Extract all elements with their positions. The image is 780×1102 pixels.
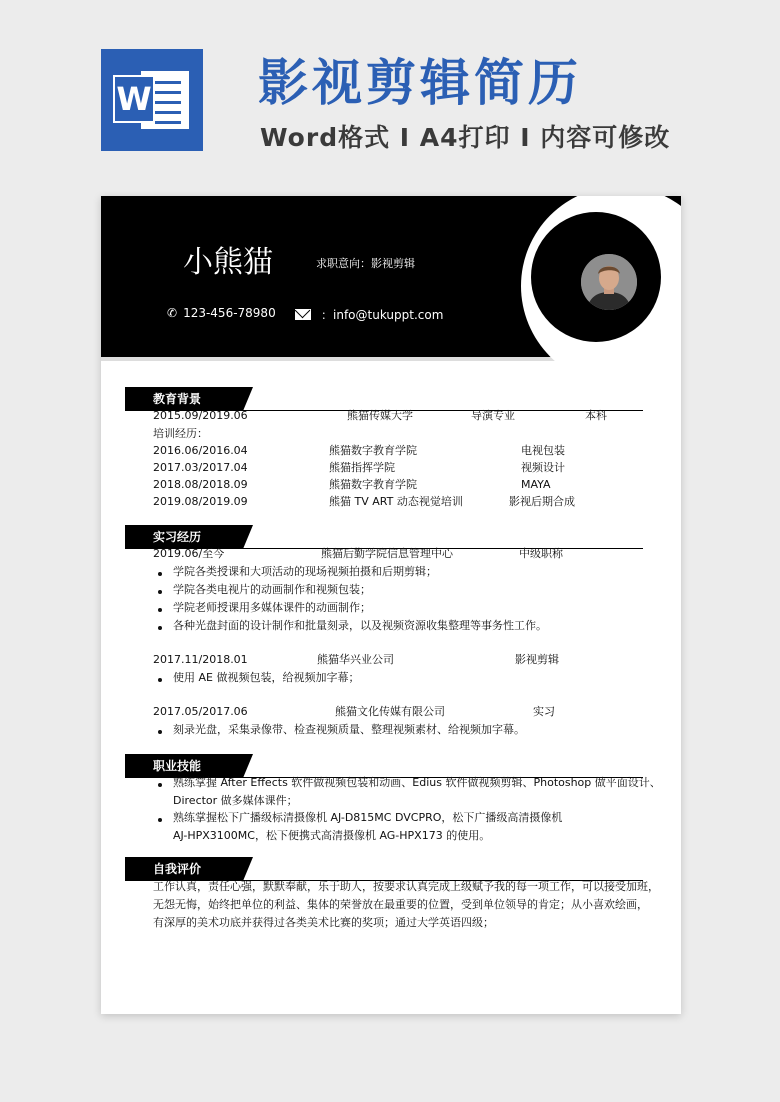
banner-subtitle: Word格式 I A4打印 I 内容可修改 <box>260 123 671 152</box>
training-course: 影视后期合成 <box>509 495 575 508</box>
phone-number: 123-456-78980 <box>183 306 276 320</box>
edu-major: 导演专业 <box>471 409 515 422</box>
edu-degree: 本科 <box>585 409 607 422</box>
resume-page <box>101 196 681 1014</box>
bullet-dot <box>158 572 162 576</box>
bullet-dot <box>158 626 162 630</box>
job-period: 2019.06/至今 <box>153 547 225 560</box>
job-role: 影视剪辑 <box>515 653 559 666</box>
job-bullet: 各种光盘封面的设计制作和批量刻录，以及视频资源收集整理等事务性工作。 <box>173 619 547 632</box>
bullet-dot <box>158 730 162 734</box>
mail-icon <box>295 309 311 320</box>
bullet-dot <box>158 783 162 787</box>
training-period: 2016.06/2016.04 <box>153 444 248 457</box>
header-divider <box>101 357 601 361</box>
training-course: 视频设计 <box>521 461 565 474</box>
training-org: 熊猫指挥学院 <box>329 461 395 474</box>
job-period: 2017.05/2017.06 <box>153 705 248 718</box>
training-label: 培训经历： <box>153 427 208 440</box>
section-header-skills: 职业技能 <box>125 754 243 778</box>
candidate-name: 小熊猫 <box>183 245 273 280</box>
training-org: 熊猫 TV ART 动态视觉培训 <box>329 495 463 508</box>
word-letter: W <box>113 75 155 123</box>
job-intent: 求职意向：影视剪辑 <box>316 257 415 270</box>
training-org: 熊猫数字教育学院 <box>329 478 417 491</box>
job-bullet: 使用 AE 做视频包装，给视频加字幕； <box>173 671 360 684</box>
job-company: 熊猫后勤学院信息管理中心 <box>321 547 453 560</box>
skill-line: 熟练掌握 After Effects 软件做视频包装和动画、Edius 软件做视频剪辑、Photoshop 做平面设计、 <box>173 776 661 789</box>
email-contact: ：info@tukuppt.com <box>295 306 443 323</box>
phone-contact <box>167 306 276 320</box>
job-company: 熊猫华兴业公司 <box>317 653 394 666</box>
job-bullet: 学院老师授课用多媒体课件的动画制作； <box>173 601 371 614</box>
job-bullet: 学院各类电视片的动画制作和视频包装； <box>173 583 371 596</box>
skill-line: 熟练掌握松下广播级标清摄像机 AJ-D815MC DVCPRO，松下广播级高清摄像机 <box>173 811 563 824</box>
edu-period: 2015.09/2019.06 <box>153 409 248 422</box>
bullet-dot <box>158 590 162 594</box>
banner-title: 影视剪辑简历 <box>258 54 582 112</box>
bullet-dot <box>158 678 162 682</box>
training-period: 2017.03/2017.04 <box>153 461 248 474</box>
bullet-dot <box>158 608 162 612</box>
job-company: 熊猫文化传媒有限公司 <box>335 705 445 718</box>
avatar <box>581 254 637 310</box>
training-course: 电视包装 <box>521 444 565 457</box>
section-header-education: 教育背景 <box>125 387 243 411</box>
section-header-self-evaluation: 自我评价 <box>125 857 243 881</box>
training-period: 2019.08/2019.09 <box>153 495 248 508</box>
training-course: MAYA <box>521 478 551 491</box>
training-period: 2018.08/2018.09 <box>153 478 248 491</box>
edu-school: 熊猫传媒大学 <box>347 409 413 422</box>
phone-icon: ✆ <box>167 306 178 320</box>
self-eval-line: 无怨无悔，始终把单位的利益、集体的荣誉放在最重要的位置，受到单位领导的肯定；从小喜欢绘画， <box>153 898 648 911</box>
job-role: 实习 <box>533 705 555 718</box>
job-bullet: 刻录光盘，采集录像带、检查视频质量、整理视频素材、给视频加字幕。 <box>173 723 525 736</box>
job-period: 2017.11/2018.01 <box>153 653 248 666</box>
skill-line: Director 做多媒体课件； <box>173 794 298 807</box>
bullet-dot <box>158 818 162 822</box>
job-bullet: 学院各类授课和大项活动的现场视频拍摄和后期剪辑； <box>173 565 437 578</box>
section-header-internship: 实习经历 <box>125 525 243 549</box>
skill-line: AJ-HPX3100MC，松下便携式高清摄像机 AG-HPX173 的使用。 <box>173 829 491 842</box>
training-org: 熊猫数字教育学院 <box>329 444 417 457</box>
job-role: 中级职称 <box>519 547 563 560</box>
email-address: info@tukuppt.com <box>333 308 444 322</box>
self-eval-line: 工作认真，责任心强，默默奉献，乐于助人，按要求认真完成上级赋予我的每一项工作，可以接受加班， <box>153 880 659 893</box>
self-eval-line: 有深厚的美术功底并获得过各类美术比赛的奖项；通过大学英语四级； <box>153 916 494 929</box>
word-document-icon <box>101 49 203 151</box>
